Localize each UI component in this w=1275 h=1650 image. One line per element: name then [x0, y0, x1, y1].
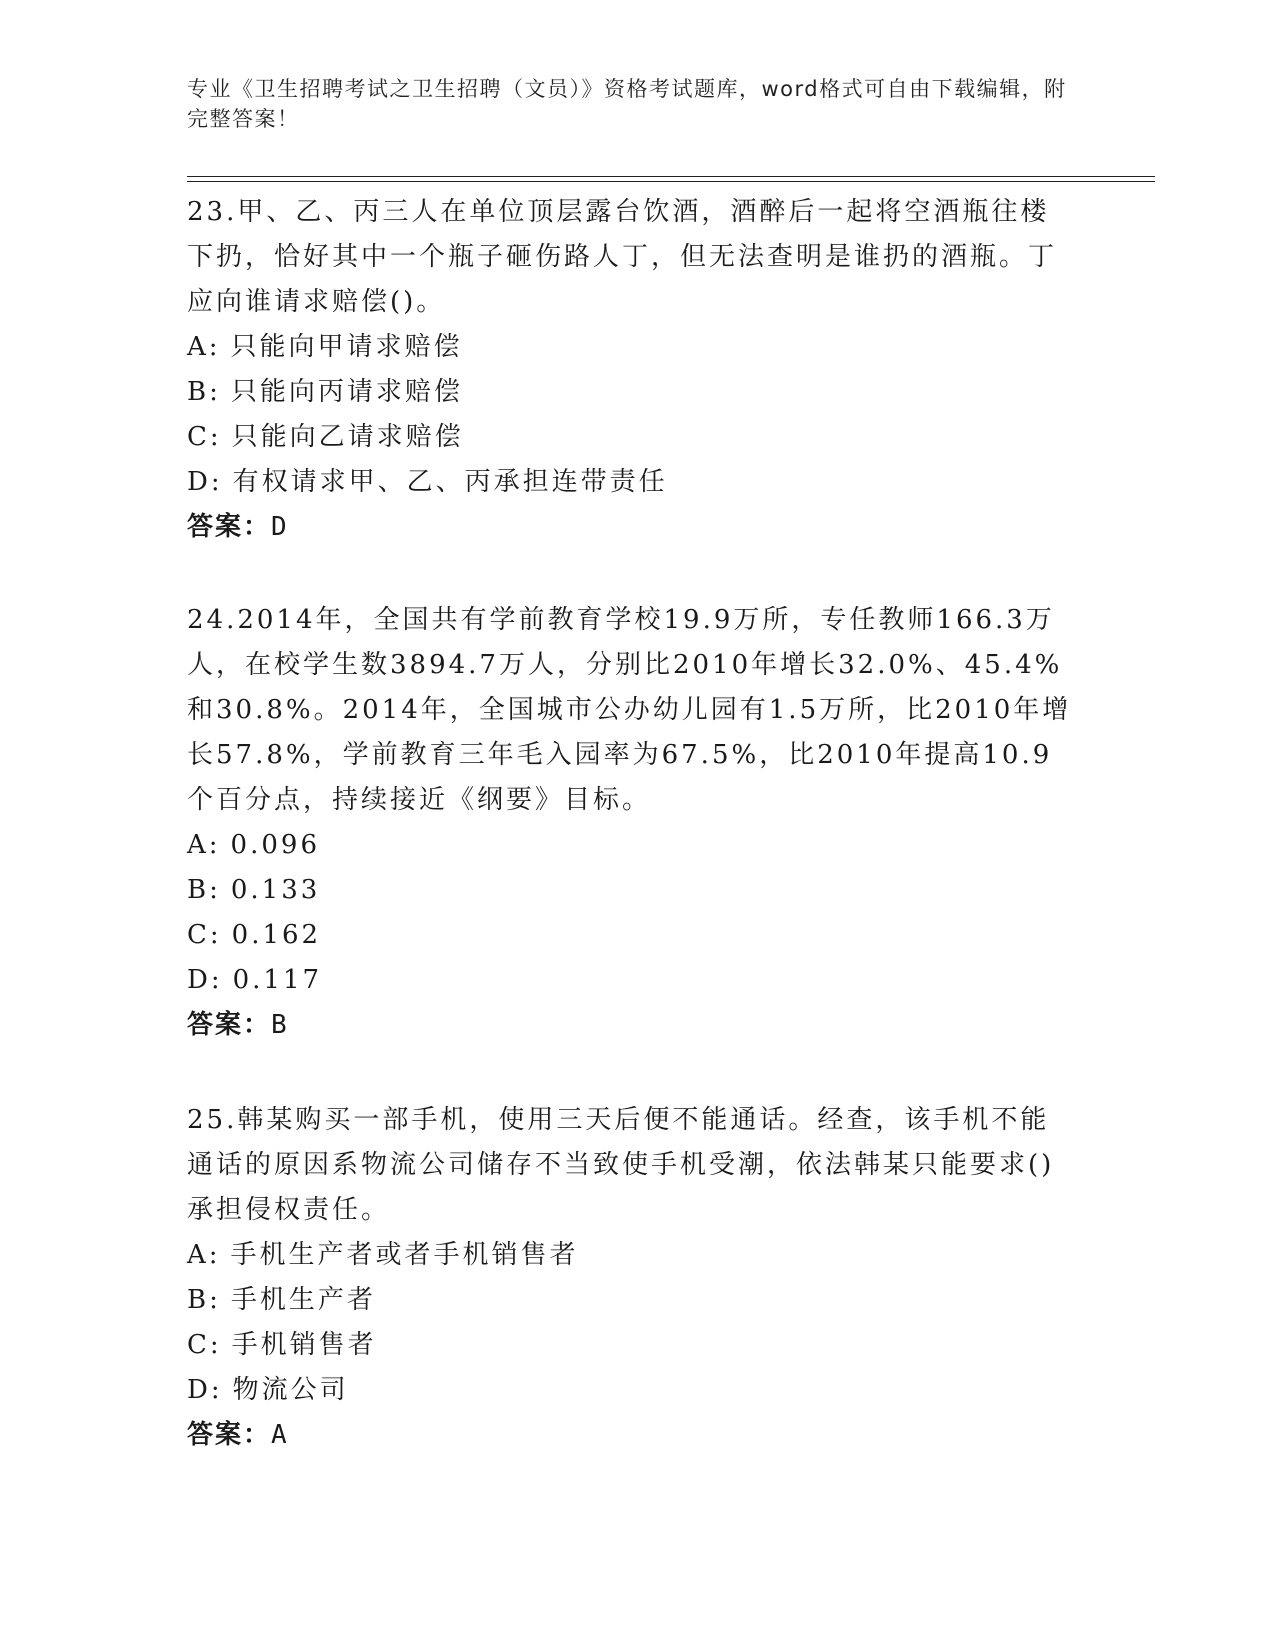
option-b — [187, 1278, 1077, 1323]
option-text: 0.096 — [230, 830, 320, 860]
option-text: 0.117 — [232, 965, 323, 995]
option-a — [187, 823, 1077, 868]
option-label: A: — [187, 1240, 221, 1270]
option-label: A: — [187, 332, 221, 362]
option-label: D: — [187, 965, 223, 995]
option-b — [187, 868, 1077, 913]
question-stem: 24.2014年，全国共有学前教育学校19.9万所，专任教师166.3万人，在校学生数3894.7万人，分别比2010年增长32.0%、45.4%和30.8%。2014年，全国城市公办幼儿园有1.5万所，比2010年增长57.8%，学前教育三年毛入园率为67.5%，比2010年提高10.9个百分点，持续接近《纲要》目标。 — [187, 605, 1072, 815]
option-label: C: — [187, 1330, 222, 1360]
answer-line — [187, 505, 1077, 550]
option-d — [187, 460, 1077, 505]
answer-label: 答案： — [187, 1420, 272, 1450]
answer-value: B — [271, 1010, 289, 1040]
question-24 — [187, 598, 1077, 1048]
option-text: 手机生产者或者手机销售者 — [230, 1240, 579, 1270]
option-label: C: — [187, 920, 222, 950]
option-label: C: — [187, 422, 222, 452]
question-25 — [187, 1098, 1077, 1458]
option-text: 有权请求甲、乙、丙承担连带责任 — [232, 467, 668, 497]
option-text: 只能向丙请求赔偿 — [230, 377, 463, 407]
question-stem: 23.甲、乙、丙三人在单位顶层露台饮酒，酒醉后一起将空酒瓶往楼下扔，恰好其中一个瓶子砸伤路人丁，但无法查明是谁扔的酒瓶。丁应向谁请求赔偿()。 — [187, 197, 1058, 317]
answer-line — [187, 1003, 1077, 1048]
answer-label: 答案： — [187, 512, 272, 542]
header-divider-top — [187, 176, 1155, 177]
option-text: 只能向甲请求赔偿 — [230, 332, 463, 362]
option-text: 手机生产者 — [230, 1285, 376, 1315]
option-label: D: — [187, 1375, 223, 1405]
header-divider-bottom — [187, 181, 1155, 182]
option-d — [187, 958, 1077, 1003]
answer-value: A — [271, 1420, 289, 1450]
answer-label: 答案： — [187, 1010, 272, 1040]
option-text: 物流公司 — [232, 1375, 349, 1405]
document-header: 专业《卫生招聘考试之卫生招聘（文员）》资格考试题库，word格式可自由下载编辑，附完整答案！ — [187, 77, 1067, 131]
answer-line — [187, 1413, 1077, 1458]
option-c — [187, 415, 1077, 460]
option-label: D: — [187, 467, 223, 497]
option-c — [187, 913, 1077, 958]
answer-value: D — [271, 512, 289, 542]
option-label: B: — [187, 1285, 221, 1315]
option-text: 0.133 — [230, 875, 321, 905]
option-c — [187, 1323, 1077, 1368]
question-23 — [187, 190, 1077, 550]
question-stem: 25.韩某购买一部手机，使用三天后便不能通话。经查，该手机不能通话的原因系物流公司储存不当致使手机受潮，依法韩某只能要求()承担侵权责任。 — [187, 1105, 1055, 1225]
option-text: 0.162 — [231, 920, 322, 950]
option-label: B: — [187, 377, 221, 407]
option-text: 只能向乙请求赔偿 — [231, 422, 464, 452]
option-a — [187, 325, 1077, 370]
option-a — [187, 1233, 1077, 1278]
option-label: A: — [187, 830, 221, 860]
option-d — [187, 1368, 1077, 1413]
option-text: 手机销售者 — [231, 1330, 377, 1360]
option-label: B: — [187, 875, 221, 905]
option-b — [187, 370, 1077, 415]
